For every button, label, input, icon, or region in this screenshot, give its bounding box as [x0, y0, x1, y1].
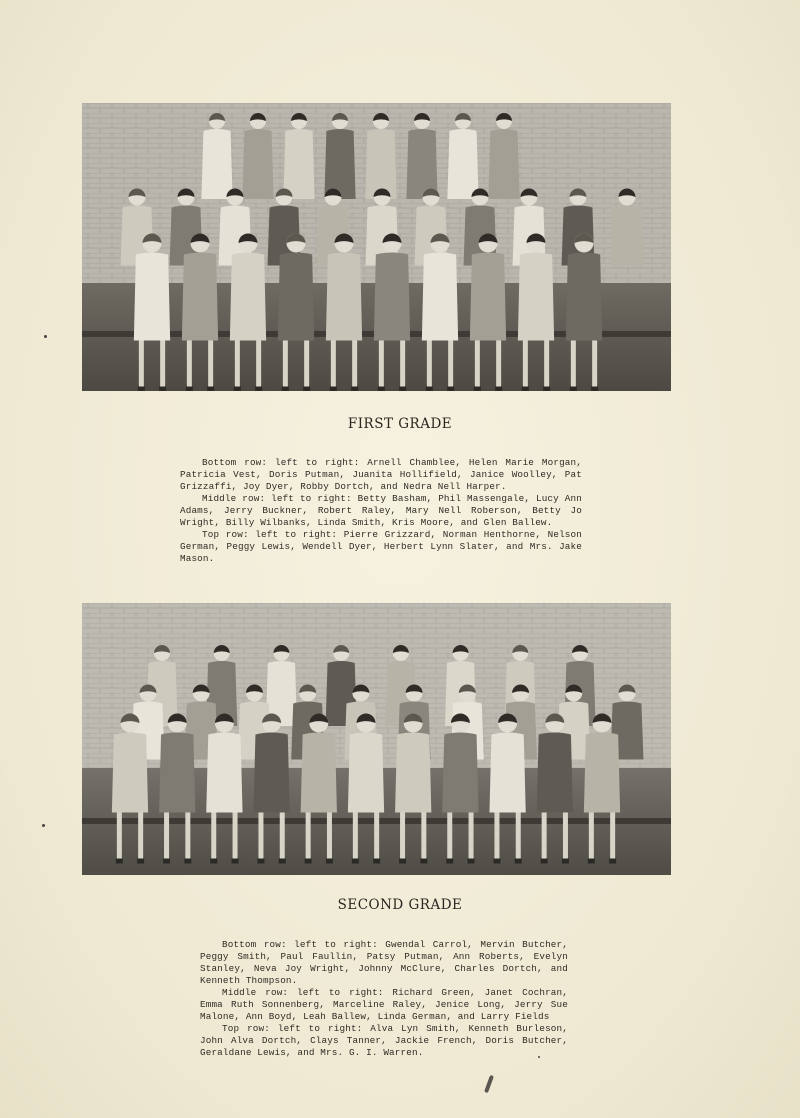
paper-speck	[538, 1056, 540, 1058]
paper-speck	[42, 824, 45, 827]
first-grade-caption	[180, 457, 582, 565]
second-grade-photo	[82, 603, 671, 875]
second-grade-title: SECOND GRADE	[337, 897, 463, 913]
second-grade-bottom-row: Bottom row: left to right: Gwendal Carrol, Mervin Butcher, Peggy Smith, Paul Faullin, Patsy Putman, Ann Roberts, Evelyn Stanley, Neva Joy Wright, Johnny McClure, Charles Dortch, and Kenneth Thompson.	[200, 939, 568, 986]
second-grade-middle-row: Middle row: left to right: Richard Green, Janet Cochran, Emma Ruth Sonnenberg, Marceline Raley, Jenice Long, Jerry Sue Malone, Ann Boyd, Leah Ballew, Linda German, and Larry Fields	[200, 987, 568, 1022]
first-grade-middle-row: Middle row: left to right: Betty Basham, Phil Massengale, Lucy Ann Adams, Jerry Buckner, Robert Raley, Mary Nell Roberson, Betty Jo Wright, Billy Wilbanks, Linda Smith, Kris Moore, and Glen Ballew.	[180, 493, 582, 528]
first-grade-bottom-row: Bottom row: left to right: Arnell Chamblee, Helen Marie Morgan, Patricia Vest, Doris Putman, Juanita Hollifield, Janice Woolley, Pat Grizzaffi, Joy Dyer, Robby Dortch, and Nedra Nell Harper.	[180, 457, 582, 492]
paper-speck	[44, 335, 47, 338]
second-grade-top-row: Top row: left to right: Alva Lyn Smith, Kenneth Burleson, John Alva Dortch, Clays Tanner, Jackie French, Doris Butcher, Geraldane Lewis, and Mrs. G. I. Warren.	[200, 1023, 568, 1058]
first-grade-title: FIRST GRADE	[347, 416, 453, 432]
first-grade-photo-image	[82, 103, 671, 391]
paper-speck	[484, 1075, 494, 1093]
second-grade-caption	[200, 939, 568, 1059]
first-grade-photo	[82, 103, 671, 391]
first-grade-top-row: Top row: left to right: Pierre Grizzard, Norman Henthorne, Nelson German, Peggy Lewis, Wendell Dyer, Herbert Lynn Slater, and Mrs. Jake Mason.	[180, 529, 582, 564]
second-grade-photo-image	[82, 603, 671, 875]
